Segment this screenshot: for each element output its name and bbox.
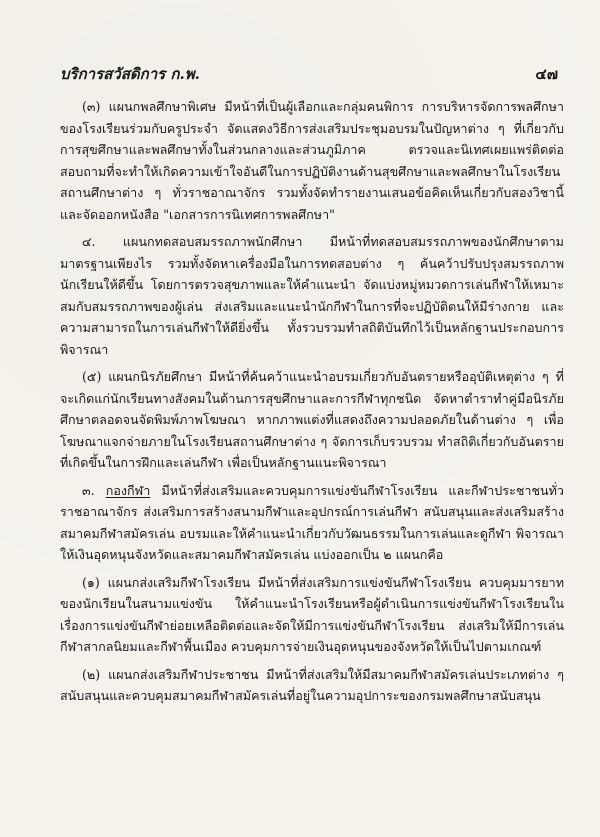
section-3-sports-division	[60, 480, 564, 566]
paragraph-2-public-sports	[60, 664, 564, 707]
paragraph-label: (๕)	[82, 369, 102, 384]
paragraph-text: แผนกนิรภัยศึกษา มีหน้าที่ค้นคว้าแนะนำอบรมเกี่ยวกับอันตรายหรืออุบัติเหตุต่าง ๆ ที่จะเกิดแก่นักเรียนทางสังคมในด้านการสุขศึกษาและการกีฬาทุกชนิด จัดหาตำราทำคู่มือนิรภัยศึกษาตลอดจนจัดพิมพ์ภาพโฆษณา หากภาพแต่งที่แสดงถึงความปลอดภัยในด้านต่าง ๆ เพื่อโฆษณาแจกจ่ายภายในโรงเรียนสถานศึกษาต่าง ๆ จัดการเก็บรวบรวม ทำสถิติเกี่ยวกับอันตรายที่เกิดขึ้นในการฝึกและเล่นกีฬา เพื่อเป็นหลักฐานแนะพิจารณา	[60, 369, 564, 470]
paragraph-label: (๑)	[82, 574, 100, 590]
paragraph-text: มีหน้าที่ส่งเสริมและควบคุมการแข่งขันกีฬาโรงเรียน และกีฬาประชาชนทั่วราชอาณาจักร ส่งเสริมการสร้างสนามกีฬาและอุปกรณ์การเล่นกีฬา สนับสนุนและส่งเสริมสร้างสมาคมกีฬาสมัครเล่น อบรมและให้คำแนะนำเกี่ยวกับวัฒนธรรมในการเล่นและดูกีฬา พิจารณาให้เงินอุดหนุนจังหวัดและสมาคมกีฬาสมัครเล่น แบ่งออกเป็น ๒ แผนกคือ	[60, 482, 564, 562]
section-heading: กองกีฬา	[105, 482, 151, 498]
document-body	[60, 96, 564, 707]
paragraph-3-special-pe	[60, 96, 564, 225]
paragraph-5-safety-education	[60, 366, 564, 474]
paragraph-text: แผนกพลศึกษาพิเศษ มีหน้าที่เป็นผู้เลือกและกลุ่มคนพิการ การบริหารจัดการพลศึกษาของโรงเรียนร่วมกับครูประจำ จัดแสดงวิธีการส่งเสริมประชุมอบรมในปัญหาต่าง ๆ ที่เกี่ยวกับการสุขศึกษาและพลศึกษาทั้งในส่วนกลางและส่วนภูมิภาค ตรวจและนิเทศเผยแพร่ติดต่อสอบถามที่จะทำให้เกิดความเข้าใจอันดีในการปฏิบัติงานด้านสุขศึกษาและพลศึกษาในโรงเรียนสถานศึกษาต่าง ๆ ทั่วราชอาณาจักร รวมทั้งจัดทำรายงานเสนอข้อคิดเห็นเกี่ยวกับสองวิชานี้ และจัดออกหนังสือ "เอกสารการนิเทศการพลศึกษา"	[60, 99, 564, 222]
paragraph-text: แผนกส่งเสริมกีฬาประชาชน มีหน้าที่ส่งเสริมให้มีสมาคมกีฬาสมัครเล่นประเภทต่าง ๆ สนับสนุนและควบคุมสมาคมกีฬาสมัครเล่นที่อยู่ในความอุปการะของกรมพลศึกษาสนับสนุน	[60, 666, 564, 703]
paragraph-4-fitness-testing	[60, 231, 564, 360]
paragraph-label: (๓)	[82, 99, 101, 114]
paragraph-1-school-sports	[60, 572, 564, 658]
section-label: ๓.	[82, 482, 95, 498]
page-header	[60, 62, 558, 86]
paragraph-text: แผนกทดสอบสมรรถภาพนักศึกษา มีหน้าที่ทดสอบสมรรถภาพของนักศึกษาตามมาตรฐานเพียงไร รวมทั้งจัดหาเครื่องมือในการทดสอบต่าง ๆ ค้นคว้าปรับปรุงสมรรถภาพนักเรียนให้ดีขึ้น โดยการตรวจสุขภาพและให้คำแนะนำ จัดแบ่งหมู่หมวดการเล่นกีฬาให้เหมาะสมกับสมรรถภาพของผู้เล่น ส่งเสริมและแนะนำนักกีฬาในการที่จะปฏิบัติตนให้มีร่างกาย และความสามารถในการเล่นกีฬาให้ดียิ่งขึ้น ทั้งรวบรวมทำสถิติบันทึกไว้เป็นหลักฐานประกอบการพิจารณา	[60, 234, 564, 357]
header-title: บริการสวัสดิการ ก.พ.	[60, 65, 200, 83]
page-number: ๔๗	[535, 65, 558, 83]
paragraph-text: แผนกส่งเสริมกีฬาโรงเรียน มีหน้าที่ส่งเสริมการแข่งขันกีฬาโรงเรียน ควบคุมมารยาทของนักเรียนในสนามแข่งขัน ให้คำแนะนำโรงเรียนหรือผู้ดำเนินการแข่งขันกีฬาโรงเรียนในเรื่องการแข่งขันกีฬาย่อยเหลือติดต่อและจัดให้มีการแข่งขันกีฬาโรงเรียน ส่งเสริมให้มีการเล่นกีฬาสากลนิยมและกีฬาพื้นเมือง ควบคุมการจ่ายเงินอุดหนุนของจังหวัดให้เป็นไปตามเกณฑ์	[60, 574, 564, 654]
paragraph-label: ๔.	[82, 234, 96, 249]
paragraph-label: (๒)	[82, 666, 101, 682]
